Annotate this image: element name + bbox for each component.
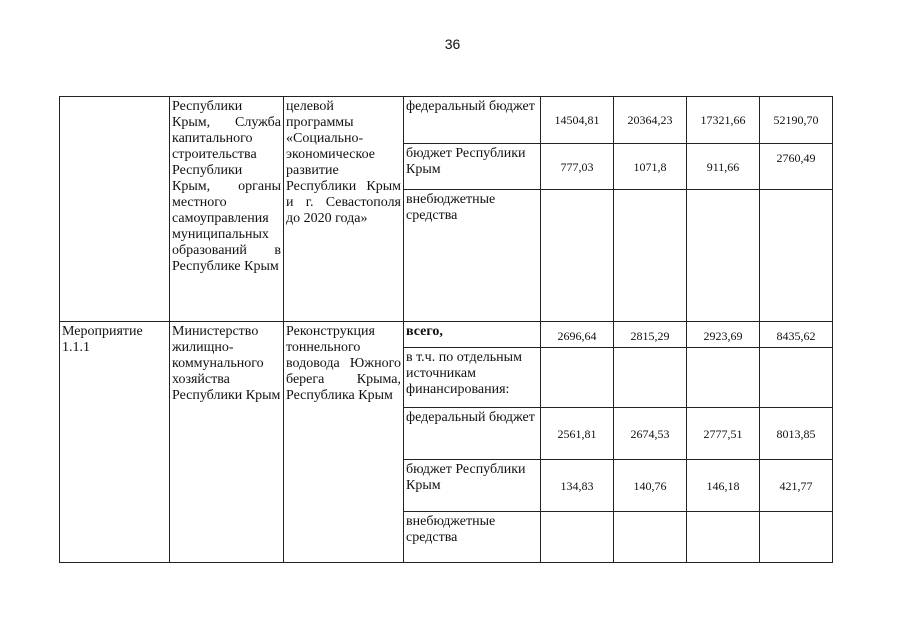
financing-table [59,96,833,563]
value-cell: 2696,64 [541,322,614,348]
total-cell [760,190,833,322]
executor-cell: Республики Крым, Служба капитального строительства Республики Крым, органы местного самоуправления муниципальных образований в Республике Крым [170,97,284,322]
total-cell: 421,77 [760,460,833,512]
value-cell [541,512,614,563]
table-row [60,97,833,144]
total-cell [760,512,833,563]
value-cell [614,348,687,408]
table-row [60,322,833,348]
total-cell [760,348,833,408]
program-cell: Реконструкция тоннельного водовода Южного берега Крыма, Республика Крым [284,322,404,563]
value-cell: 140,76 [614,460,687,512]
value-cell: 134,83 [541,460,614,512]
source-cell: внебюджетные средства [404,190,541,322]
value-cell: 911,66 [687,144,760,190]
value-cell: 17321,66 [687,97,760,144]
page-number: 36 [444,36,461,52]
value-cell: 2674,53 [614,408,687,460]
value-cell [614,190,687,322]
total-cell: 52190,70 [760,97,833,144]
program-cell: целевой программы «Социально-экономическое развитие Республики Крым и г. Севастополя до 2020 года» [284,97,404,322]
source-cell: внебюджетные средства [404,512,541,563]
source-cell: федеральный бюджет [404,97,541,144]
source-cell: бюджет Республики Крым [404,144,541,190]
total-cell: 8435,62 [760,322,833,348]
value-cell: 2923,69 [687,322,760,348]
source-cell: всего, [404,322,541,348]
value-cell: 2561,81 [541,408,614,460]
source-cell: бюджет Республики Крым [404,460,541,512]
value-cell [541,348,614,408]
total-cell: 2760,49 [760,144,833,190]
source-cell: федеральный бюджет [404,408,541,460]
activity-cell: Мероприятие 1.1.1 [60,322,170,563]
value-cell [687,348,760,408]
executor-cell: Министерство жилищно-коммунального хозяйства Республики Крым [170,322,284,563]
value-cell: 146,18 [687,460,760,512]
value-cell: 2777,51 [687,408,760,460]
total-cell: 8013,85 [760,408,833,460]
activity-cell [60,97,170,322]
source-cell: в т.ч. по отдельным источникам финансирования: [404,348,541,408]
value-cell: 14504,81 [541,97,614,144]
value-cell [614,512,687,563]
value-cell: 20364,23 [614,97,687,144]
value-cell [541,190,614,322]
value-cell [687,190,760,322]
value-cell: 2815,29 [614,322,687,348]
value-cell: 777,03 [541,144,614,190]
value-cell: 1071,8 [614,144,687,190]
value-cell [687,512,760,563]
